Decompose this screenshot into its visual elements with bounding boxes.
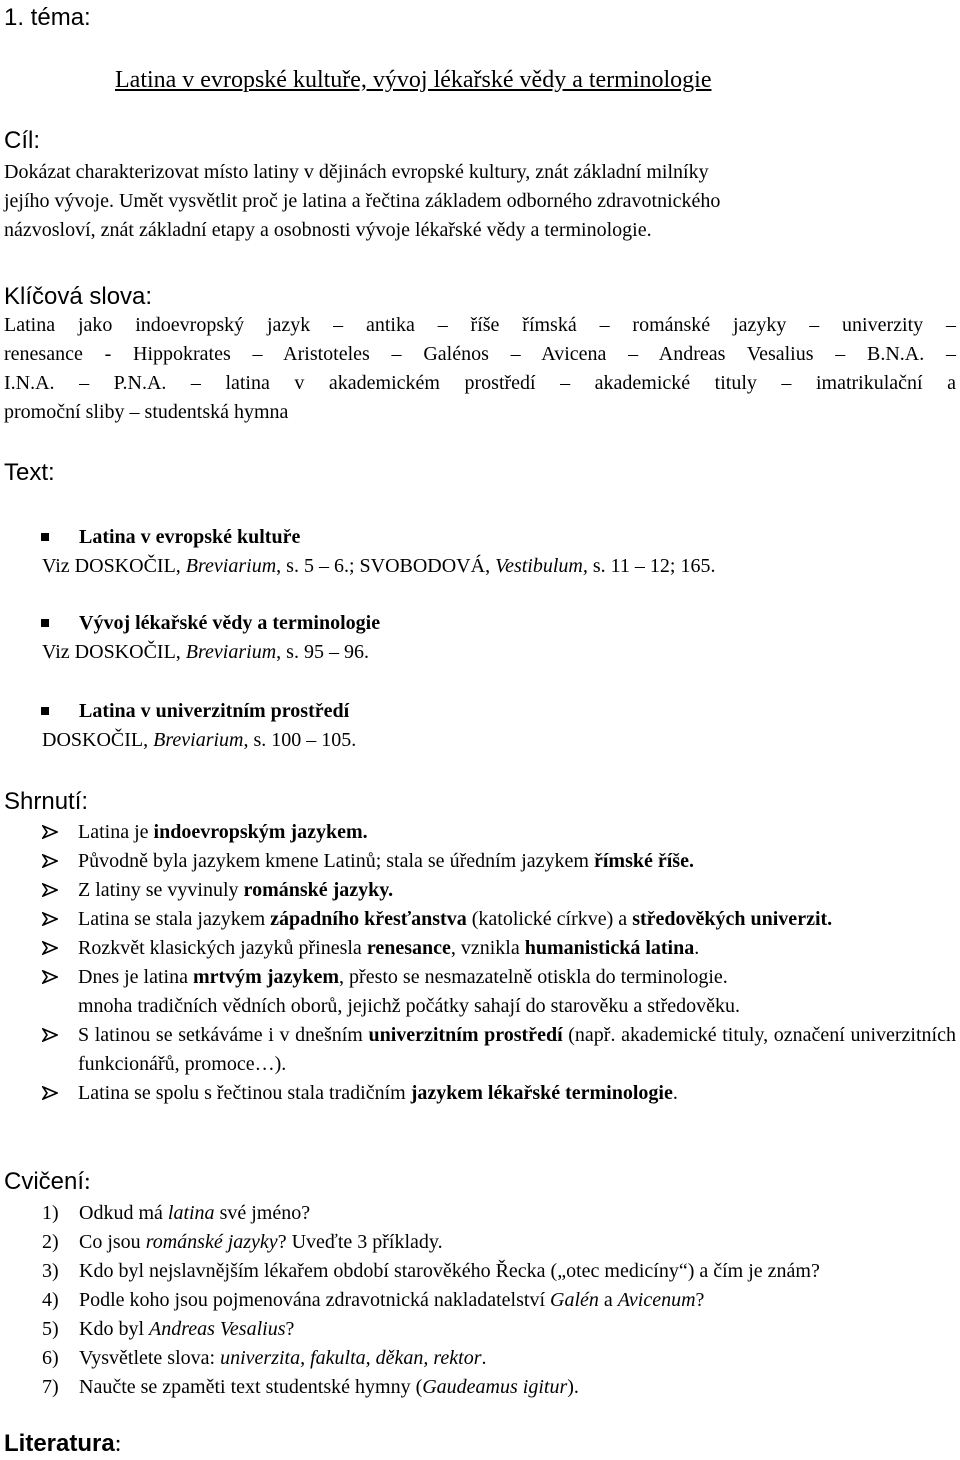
summary-bold: západního křesťanstva <box>270 908 467 930</box>
exercise-text: ? <box>285 1318 295 1340</box>
exercise-italic: románské jazyky <box>145 1231 278 1253</box>
exercises-heading-text: Cvičení <box>4 1168 85 1195</box>
ref-part: , s. 95 – 96. <box>276 641 369 663</box>
summary-text: Latina se spolu s řečtinou stala tradičním <box>78 1082 411 1104</box>
arrow-bullet-icon <box>42 912 58 926</box>
ref-book: Breviarium <box>185 555 277 577</box>
summary-item <box>42 963 956 1021</box>
exercise-number: 2) <box>42 1231 59 1253</box>
goal-line: Dokázat charakterizovat místo latiny v dějinách evropské kultury, znát základní milníky <box>4 161 709 183</box>
exercise-item <box>42 1344 956 1373</box>
exercise-item <box>42 1199 956 1228</box>
exercise-item <box>42 1286 956 1315</box>
keywords-text <box>4 311 956 427</box>
arrow-bullet-icon <box>42 854 58 868</box>
ref-part: , s. 100 – 105. <box>243 729 357 751</box>
document-title: Latina v evropské kultuře, vývoj lékařské vědy a terminologie <box>115 67 712 93</box>
summary-bold: románské jazyky. <box>243 879 394 901</box>
summary-item <box>42 876 956 905</box>
exercises-list <box>42 1199 956 1402</box>
square-bullet-icon <box>41 707 49 715</box>
exercise-italic: Andreas Vesalius <box>149 1318 286 1340</box>
ref-book: Vestibulum, <box>495 555 588 577</box>
text-item-reference <box>42 638 952 667</box>
summary-item <box>42 1021 956 1079</box>
exercise-item <box>42 1373 956 1402</box>
ref-part: Viz DOSKOČIL, <box>42 555 186 577</box>
ref-book: Breviarium <box>153 729 244 751</box>
text-item-title: Vývoj lékařské vědy a terminologie <box>79 612 381 634</box>
exercise-number: 5) <box>42 1318 59 1340</box>
summary-item <box>42 905 956 934</box>
summary-text: Latina se stala jazykem <box>78 908 271 930</box>
literature-heading-colon: : <box>114 1431 122 1457</box>
summary-text: mnoha tradičních vědních oborů, jejichž počátky sahají do starověku a středověku. <box>78 995 741 1017</box>
text-item <box>42 523 952 581</box>
literature-heading-text: Literatura <box>4 1430 115 1457</box>
square-bullet-icon <box>41 619 49 627</box>
ref-part: , s. 5 – 6.; SVOBODOVÁ, <box>276 555 496 577</box>
summary-text: Z latiny se vyvinuly <box>78 879 244 901</box>
summary-text: , přesto se nesmazatelně otiskla do terminologie. <box>339 966 728 988</box>
goal-line: jejího vývoje. Umět vysvětlit proč je latina a řečtina základem odborného zdravotnického <box>4 190 721 212</box>
goal-text <box>4 158 956 245</box>
summary-bold: mrtvým jazykem <box>192 966 340 988</box>
ref-part: Viz DOSKOČIL, <box>42 641 186 663</box>
exercise-number: 3) <box>42 1260 59 1282</box>
exercise-item <box>42 1257 955 1286</box>
ref-book: Breviarium <box>185 641 277 663</box>
summary-text: S latinou se setkáváme i v dnešním <box>78 1024 369 1046</box>
exercise-text: Kdo byl <box>79 1318 149 1340</box>
summary-bold: renesance <box>366 937 451 959</box>
summary-text: . <box>672 1082 678 1104</box>
exercise-text: Naučte se zpaměti text studentské hymny ( <box>79 1376 423 1398</box>
exercise-text: Odkud má <box>79 1202 168 1224</box>
ref-part: DOSKOČIL, <box>42 729 154 751</box>
summary-bold: jazykem lékařské terminologie <box>410 1082 673 1104</box>
exercise-text: Podle koho jsou pojmenována zdravotnická nakladatelství <box>79 1289 550 1311</box>
exercise-italic: Avicenum <box>617 1289 696 1311</box>
exercise-text: . <box>481 1347 487 1369</box>
summary-item <box>42 818 956 847</box>
exercise-italic: latina <box>167 1202 215 1224</box>
exercise-text: Vysvětlete slova: <box>79 1347 221 1369</box>
exercise-text: Kdo byl nejslavnějším lékařem období starověkého Řecka („otec medicíny“) a čím je znám? <box>79 1260 820 1282</box>
text-item-reference <box>42 726 952 755</box>
exercise-italic: Gaudeamus igitur <box>422 1376 568 1398</box>
summary-heading: Shrnutí: <box>4 788 89 815</box>
keywords-line: promoční sliby – studentská hymna <box>4 401 289 423</box>
exercise-item <box>42 1228 956 1257</box>
summary-item <box>42 847 956 876</box>
goal-heading: Cíl: <box>4 127 40 154</box>
exercises-heading <box>4 1167 91 1197</box>
exercise-number: 7) <box>42 1376 59 1398</box>
exercise-italic: Galén <box>550 1289 599 1311</box>
summary-text: Rozkvět klasických jazyků přinesla <box>78 937 367 959</box>
summary-bold: středověkých univerzit. <box>632 908 833 930</box>
summary-list <box>42 818 956 1108</box>
text-item-reference <box>42 552 952 581</box>
text-item-title: Latina v univerzitním prostředí <box>79 700 350 722</box>
exercise-text: Co jsou <box>79 1231 146 1253</box>
summary-text: Latina je <box>78 821 154 843</box>
summary-bold: indoevropským jazykem. <box>153 821 368 843</box>
ref-part: s. 11 – 12; 165. <box>587 555 716 577</box>
summary-bold: humanistická latina <box>524 937 695 959</box>
exercise-italic: univerzita, fakulta, děkan, rektor <box>220 1347 482 1369</box>
text-heading: Text: <box>4 459 55 486</box>
summary-text: (např. akademické tituly, označení univerzitních funkcionářů, promoce…). <box>78 1024 956 1075</box>
literature-heading <box>4 1429 121 1459</box>
exercise-text: své jméno? <box>214 1202 311 1224</box>
summary-text: Dnes je latina <box>78 966 193 988</box>
goal-line: názvosloví, znát základní etapy a osobnosti vývoje lékařské vědy a terminologie. <box>4 219 652 241</box>
exercise-text: a <box>598 1289 618 1311</box>
theme-label: 1. téma: <box>4 4 91 31</box>
exercise-number: 6) <box>42 1347 59 1369</box>
exercise-text: ? Uveďte 3 příklady. <box>277 1231 443 1253</box>
summary-text: . <box>694 937 700 959</box>
keywords-line: Latina jako indoevropský jazyk – antika – říše římská – románské jazyky – univerzity – <box>4 314 956 336</box>
summary-item <box>42 934 956 963</box>
text-item <box>42 697 952 755</box>
summary-item <box>42 1079 956 1108</box>
exercise-text: ? <box>695 1289 705 1311</box>
exercise-number: 1) <box>42 1202 59 1224</box>
summary-bold: univerzitním prostředí <box>368 1024 563 1046</box>
arrow-bullet-icon <box>42 883 58 897</box>
keywords-heading: Klíčová slova: <box>4 283 153 310</box>
exercises-heading-colon: : <box>84 1169 91 1195</box>
keywords-line: renesance - Hippokrates – Aristoteles – Galénos – Avicena – Andreas Vesalius – B.N.A. – <box>4 343 956 365</box>
exercise-number: 4) <box>42 1289 59 1311</box>
arrow-bullet-icon <box>42 1086 58 1100</box>
arrow-bullet-icon <box>42 970 58 984</box>
keywords-line: I.N.A. – P.N.A. – latina v akademickém prostředí – akademické tituly – imatrikulační a <box>4 372 956 394</box>
square-bullet-icon <box>41 533 49 541</box>
arrow-bullet-icon <box>42 941 58 955</box>
text-item <box>42 609 952 667</box>
summary-text: Původně byla jazykem kmene Latinů; stala se úředním jazykem <box>78 850 594 872</box>
exercise-text: ). <box>567 1376 579 1398</box>
exercise-item <box>42 1315 956 1344</box>
arrow-bullet-icon <box>42 825 58 839</box>
text-item-title: Latina v evropské kultuře <box>79 526 301 548</box>
summary-text: (katolické církve) a <box>466 908 633 930</box>
summary-bold: římské říše. <box>593 850 694 872</box>
summary-text: , vznikla <box>450 937 525 959</box>
arrow-bullet-icon <box>42 1028 58 1042</box>
